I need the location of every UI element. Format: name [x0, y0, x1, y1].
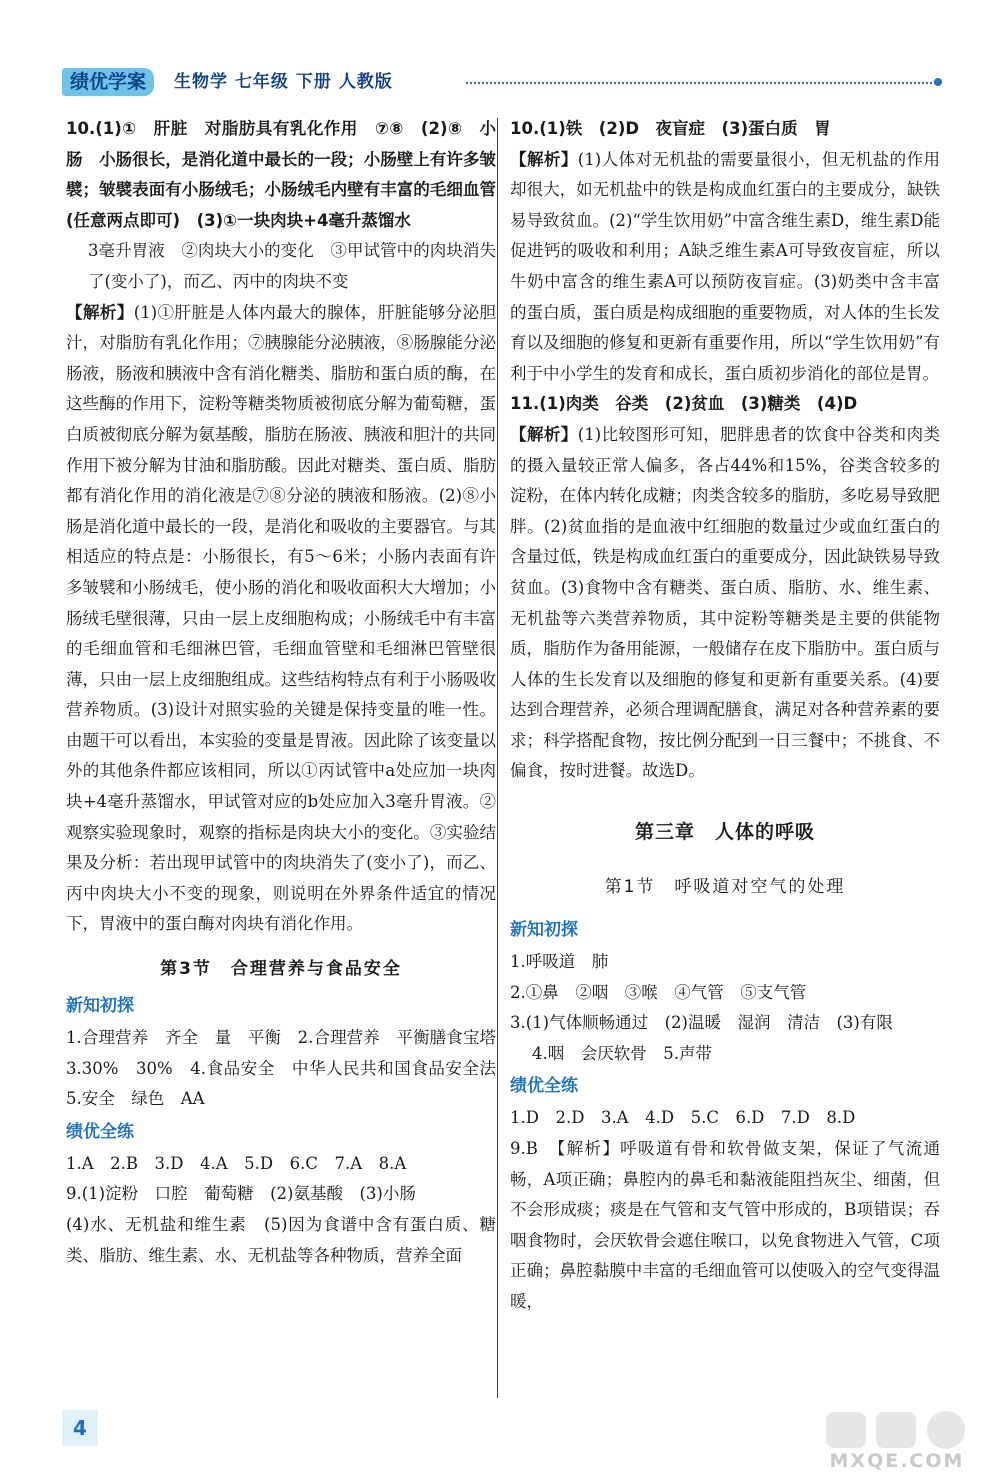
lesson-3-title: 第3节 合理营养与食品安全 [160, 959, 402, 980]
watermark-logo [822, 1408, 972, 1472]
practice-answer-9: 9.(1)淀粉 口腔 葡萄糖 (2)氨基酸 (3)小肠 [66, 1184, 416, 1204]
analysis-label: 【解析】 [66, 302, 134, 322]
brand-logo: 绩优学案 [62, 68, 154, 96]
r-q10-answer [510, 114, 940, 145]
chapter-3-title: 第三章 人体的呼吸 [634, 821, 815, 844]
r-q11-analysis [510, 420, 940, 787]
r-practice-answer-9: 9.B 【解析】呼吸道有骨和软骨做支架，保证了气流通畅，A项正确；鼻腔内的鼻毛和黏液能阻挡灰尘、细菌，但不会形成痰；痰是在气管和支气管中形成的，B项错误；吞咽食物时，会厌软骨会遮住喉口，以免食物进入气管，C项正确；鼻腔黏膜中丰富的毛细血管可以使吸入的空气变得温暖， [510, 1139, 940, 1311]
header-dotted-rule [466, 82, 936, 84]
r-q10-analysis-text: (1)人体对无机盐的需要量很小，但无机盐的作用却很大，如无机盐中的铁是构成血红蛋白的主要成分，缺铁易导致贫血。(2)“学生饮用奶”中富含维生素D，维生素D能促进钙的吸收和利用；A缺乏维生素A可导致夜盲症，所以牛奶中富含的维生素A可以预防夜盲症。(3)奶类中含丰富的蛋白质，蛋白质是构成细胞的重要物质，对人体的生长发育以及细胞的修复和更新有重要作用，所以“学生饮用奶”有利于中小学生的发育和成长，蛋白质初步消化的部位是胃。 [510, 149, 941, 383]
header-dot [934, 78, 942, 86]
q10-analysis [66, 298, 496, 940]
r-q11-answer-text: 11.(1)肉类 谷类 (2)贫血 (3)糖类 (4)D [510, 394, 858, 414]
left-column [66, 114, 513, 1271]
q10-analysis-text: (1)①肝脏是人体内最大的腺体，肝脏能够分泌胆汁，对脂肪有乳化作用；⑦胰腺能分泌胰液，⑧肠腺能分泌肠液，肠液和胰液中含有消化糖类、脂肪和蛋白质的酶，在这些酶的作用下，淀粉等糖类物质被彻底分解为葡萄糖，蛋白质被彻底分解为氨基酸，脂肪在肠液、胰液和胆汁的共同作用下被分解为甘油和脂肪酸。因此对糖类、蛋白质、脂肪都有消化作用的消化液是⑦⑧分泌的胰液和肠液。(2)⑧小肠是消化道中最长的一段，是消化和吸收的主要器官。与其相适应的特点是：小肠很长，有5～6米；小肠内表面有许多皱襞和小肠绒毛，使小肠的消化和吸收面积大大增加；小肠绒毛壁很薄，只由一层上皮细胞构成；小肠绒毛中有丰富的毛细血管和毛细淋巴管，毛细血管壁和毛细淋巴管壁很薄，只由一层上皮细胞组成。这些结构特点有利于小肠吸收营养物质。(3)设计对照实验的关键是保持变量的唯一性。由题干可以看出，本实验的变量是胃液。因此除了该变量以外的其他条件都应该相同，所以①丙试管中a处应加一块肉块+4毫升蒸馏水，甲试管对应的b处应加入3毫升胃液。②观察实验现象时，观察的指标是肉块大小的变化。③实验结果及分析：若出现甲试管中的肉块消失了(变小了)，而乙、丙中肉块大小不变的现象，则说明在外界条件适宜的情况下，胃液中的蛋白酶对肉块有消化作用。 [66, 302, 497, 934]
r-q10-answer-text: 10.(1)铁 (2)D 夜盲症 (3)蛋白质 胃 [510, 119, 831, 138]
q10-answer [66, 114, 496, 236]
analysis-label: 【解析】 [510, 424, 578, 444]
right-column [510, 114, 940, 1318]
column-divider [497, 118, 498, 1398]
page-number: 4 [62, 1410, 98, 1446]
r-practice-heading: 绩优全练 [510, 1076, 578, 1097]
page-header [62, 62, 942, 106]
analysis-label: 【解析】 [510, 149, 578, 169]
r-q10-analysis [510, 145, 940, 390]
r-nk-4: 4.咽 会厌软骨 5.声带 [532, 1043, 712, 1063]
watermark-text: MXQE.COM [829, 1450, 965, 1472]
q10-answer-text: 10.(1)① 肝脏 对脂肪具有乳化作用 ⑦⑧ (2)⑧ 小肠 小肠很长，是消化道中最长的一段；小肠壁上有许多皱襞；皱襞表面有小肠绒毛；小肠绒毛内壁有丰富的毛细血管(任意两点即可) (3)①一块肉块+4毫升蒸馏水 [66, 119, 496, 230]
r-new-knowledge-heading: 新知初探 [510, 920, 578, 941]
watermark-icon [822, 1408, 972, 1452]
r-nk-2: 2.①鼻 ②咽 ③喉 ④气管 ⑤支气管 [510, 982, 807, 1002]
r-nk-1: 1.呼吸道 肺 [510, 952, 609, 972]
r-practice-answers-1-8: 1.D 2.D 3.A 4.D 5.C 6.D 7.D 8.D [510, 1108, 856, 1128]
new-knowledge-answers: 1.合理营养 齐全 量 平衡 2.合理营养 平衡膳食宝塔 3.30% 30% 4.食品安全 中华人民共和国食品安全法 5.安全 绿色 AA [66, 1028, 513, 1109]
header-subject: 生物学 七年级 下册 人教版 [174, 72, 393, 92]
r-nk-3: 3.(1)气体顺畅通过 (2)温暖 湿润 清洁 (3)有限 [510, 1013, 893, 1033]
new-knowledge-heading: 新知初探 [66, 996, 134, 1017]
lesson-1-title: 第1节 呼吸道对空气的处理 [604, 877, 846, 898]
q10-answer-continued: 3毫升胃液 ②肉块大小的变化 ③甲试管中的肉块消失了(变小了)，而乙、丙中的肉块不变 [88, 241, 496, 291]
r-q11-analysis-text: (1)比较图形可知，肥胖患者的饮食中谷类和肉类的摄入量较正常人偏多，各占44%和15%，谷类含较多的淀粉，在体内转化成糖；肉类含较多的脂肪，多吃易导致肥胖。(2)贫血指的是血液中红细胞的数量过少或血红蛋白的含量过低，铁是构成血红蛋白的重要成分，因此缺铁易导致贫血。(3)食物中含有糖类、蛋白质、脂肪、水、维生素、无机盐等六类营养物质，其中淀粉等糖类是主要的供能物质，脂肪作为备用能源，一般储存在皮下脂肪中。蛋白质与人体的生长发育以及细胞的修复和更新有重要关系。(4)要达到合理营养，必须合理调配膳食，满足对各种营养素的要求；科学搭配食物，按比例分配到一日三餐中；不挑食、不偏食，按时进餐。故选D。 [510, 424, 941, 781]
practice-answers-1-8: 1.A 2.B 3.D 4.A 5.D 6.C 7.A 8.A [66, 1153, 407, 1173]
practice-heading: 绩优全练 [66, 1121, 134, 1142]
r-q11-answer [510, 389, 940, 420]
practice-answer-9-continued: (4)水、无机盐和维生素 (5)因为食谱中含有蛋白质、糖类、脂肪、维生素、水、无机盐等各种物质，营养全面 [66, 1215, 496, 1265]
